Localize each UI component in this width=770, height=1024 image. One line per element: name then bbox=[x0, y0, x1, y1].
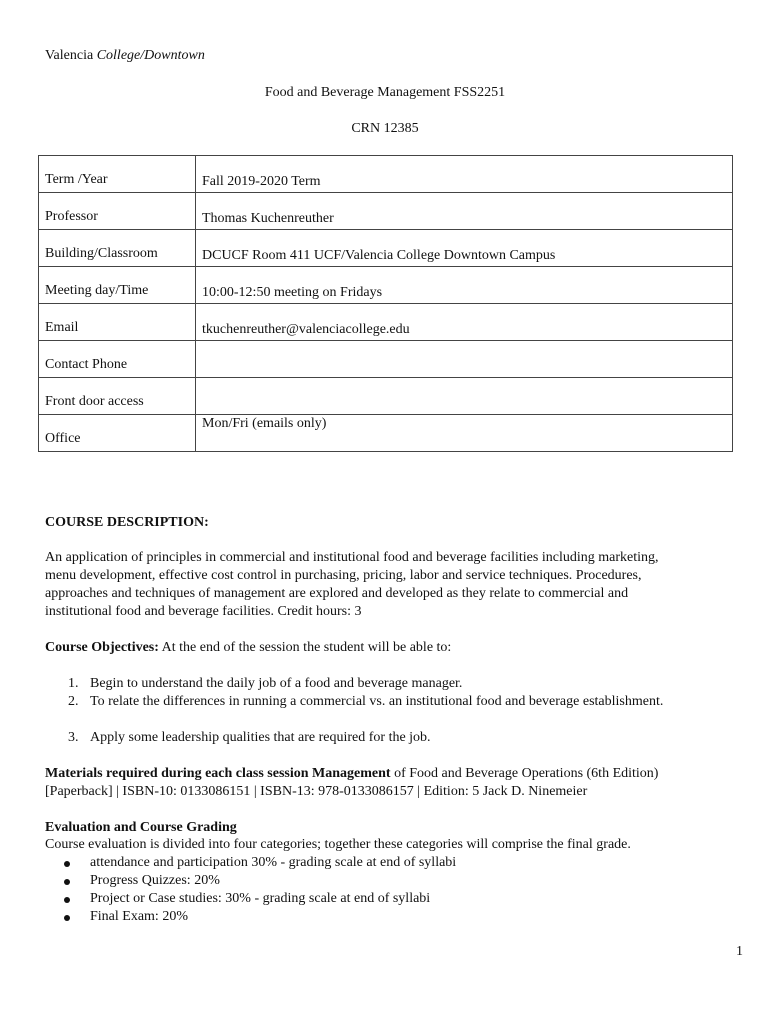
row-label: Front door access bbox=[39, 378, 196, 415]
table-row bbox=[39, 341, 733, 378]
materials-isbn: [Paperback] | ISBN-10: 0133086151 | ISBN-13: 978-0133086157 | Edition: 5 Jack D. Ninemeier bbox=[45, 784, 588, 799]
list-item bbox=[45, 675, 745, 693]
row-label: Contact Phone bbox=[39, 341, 196, 378]
materials-section bbox=[45, 765, 745, 801]
table-row bbox=[39, 415, 733, 452]
course-description-body bbox=[45, 549, 735, 621]
item-text: Begin to understand the daily job of a food and beverage manager. bbox=[90, 676, 463, 691]
row-value: Mon/Fri (emails only) bbox=[196, 415, 733, 452]
row-value bbox=[196, 378, 733, 415]
row-value: tkuchenreuther@valenciacollege.edu bbox=[196, 304, 733, 341]
objectives-intro-text: At the end of the session the student will be able to: bbox=[158, 640, 452, 655]
item-text: Progress Quizzes: 20% bbox=[90, 873, 220, 888]
table-row bbox=[39, 304, 733, 341]
table-row bbox=[39, 378, 733, 415]
bullet-icon bbox=[64, 879, 70, 885]
description-line: menu development, effective cost control in purchasing, pricing, labor and service techniques. Procedures, bbox=[45, 568, 642, 583]
description-line: An application of principles in commercial and institutional food and beverage facilities including marketing, bbox=[45, 550, 659, 565]
table-row bbox=[39, 267, 733, 304]
list-item bbox=[45, 872, 745, 890]
row-value: DCUCF Room 411 UCF/Valencia College Downtown Campus bbox=[196, 230, 733, 267]
materials-text: of Food and Beverage Operations (6th Edition) bbox=[390, 766, 659, 781]
table-row bbox=[39, 230, 733, 267]
bullet-icon bbox=[64, 861, 70, 867]
row-value: 10:00-12:50 meeting on Fridays bbox=[196, 267, 733, 304]
table-row bbox=[39, 156, 733, 193]
course-info-table bbox=[38, 155, 733, 452]
description-line: approaches and techniques of management are explored and developed as they relate to commercial and bbox=[45, 586, 629, 601]
list-item bbox=[45, 693, 745, 711]
list-item bbox=[45, 890, 745, 908]
row-label: Email bbox=[39, 304, 196, 341]
description-line: institutional food and beverage facilities. Credit hours: 3 bbox=[45, 604, 362, 619]
list-item bbox=[45, 729, 745, 747]
item-text: Final Exam: 20% bbox=[90, 909, 188, 924]
row-label: Professor bbox=[39, 193, 196, 230]
row-value bbox=[196, 341, 733, 378]
row-label: Term /Year bbox=[39, 156, 196, 193]
item-text: Project or Case studies: 30% - grading scale at end of syllabi bbox=[90, 891, 431, 906]
materials-heading: Materials required during each class session Management bbox=[45, 766, 391, 781]
item-text: Apply some leadership qualities that are required for the job. bbox=[90, 730, 431, 745]
objectives-heading: Course Objectives: bbox=[45, 640, 159, 655]
college-campus: College/Downtown bbox=[96, 48, 205, 63]
item-number: 1. bbox=[68, 676, 79, 691]
bullet-icon bbox=[64, 915, 70, 921]
item-text: attendance and participation 30% - grading scale at end of syllabi bbox=[90, 855, 457, 870]
row-label: Office bbox=[39, 415, 196, 452]
row-value: Thomas Kuchenreuther bbox=[196, 193, 733, 230]
objectives-list bbox=[45, 675, 745, 747]
item-number: 3. bbox=[68, 730, 79, 745]
bullet-icon bbox=[64, 897, 70, 903]
row-label: Meeting day/Time bbox=[39, 267, 196, 304]
college-name: Valencia bbox=[45, 48, 94, 63]
item-text: To relate the differences in running a commercial vs. an institutional food and beverage establishment. bbox=[90, 694, 664, 709]
course-description-heading: COURSE DESCRIPTION: bbox=[45, 515, 209, 530]
row-label: Building/Classroom bbox=[39, 230, 196, 267]
item-number: 2. bbox=[68, 694, 79, 709]
course-title: Food and Beverage Management FSS2251 bbox=[264, 85, 506, 100]
table-row bbox=[39, 193, 733, 230]
page-number: 1 bbox=[736, 944, 743, 959]
college-heading bbox=[45, 47, 205, 65]
list-item bbox=[45, 908, 745, 926]
evaluation-heading: Evaluation and Course Grading bbox=[45, 820, 237, 835]
objectives-intro bbox=[45, 639, 451, 657]
row-value: Fall 2019-2020 Term bbox=[196, 156, 733, 193]
evaluation-intro: Course evaluation is divided into four categories; together these categories will comprise the final grade. bbox=[45, 837, 631, 852]
list-item bbox=[45, 854, 745, 872]
crn: CRN 12385 bbox=[351, 121, 419, 136]
evaluation-list bbox=[45, 854, 745, 926]
